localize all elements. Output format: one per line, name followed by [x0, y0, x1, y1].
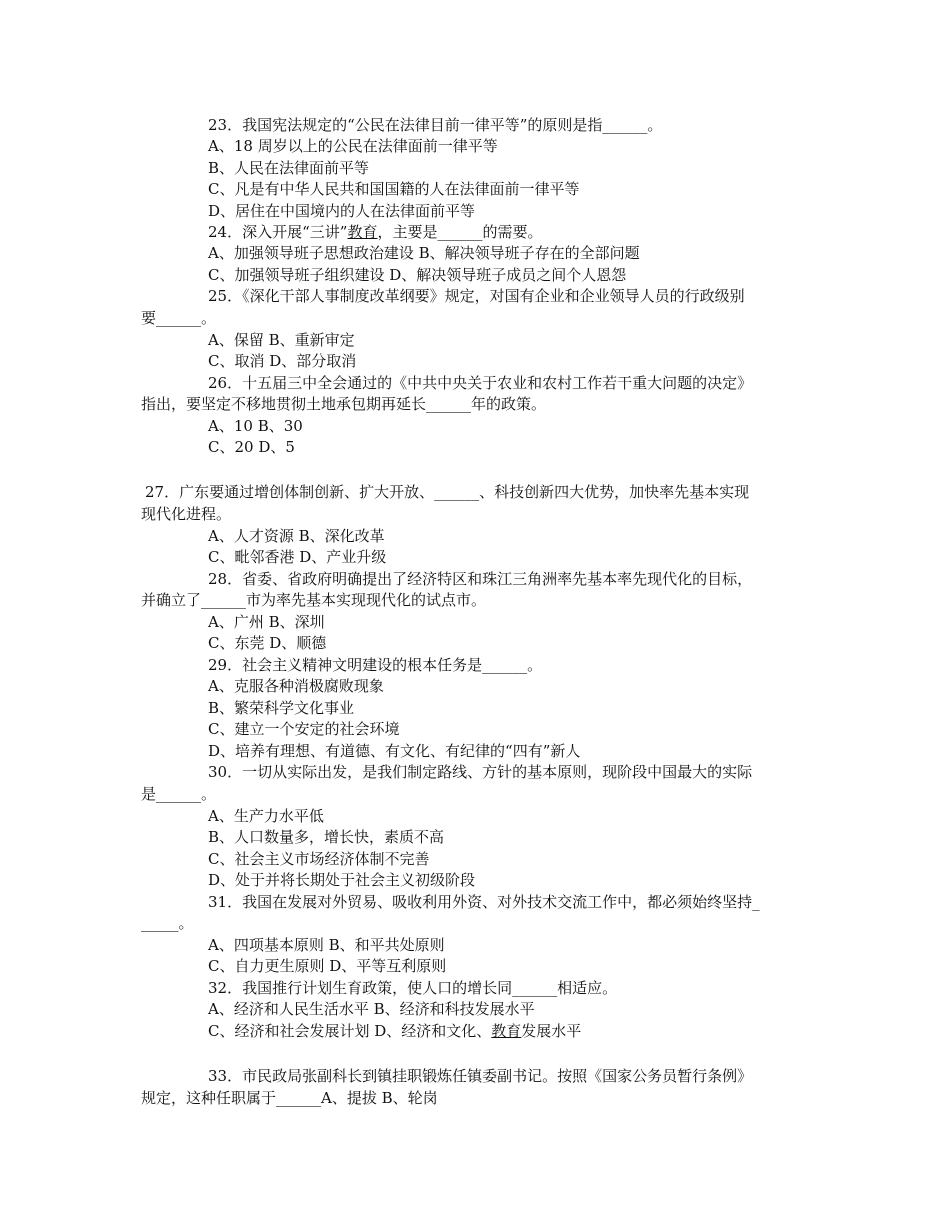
- question-27-options-ab: A、人才资源 B、深化改革: [208, 527, 385, 545]
- question-33-stem: 33．市民政局张副科长到镇挂职锻炼任镇委副书记。按照《国家公务员暂行条例》: [208, 1067, 753, 1085]
- question-23-option-c: C、凡是有中华人民共和国国籍的人在法律面前一律平等: [208, 180, 580, 198]
- question-28-stem: 28．省委、省政府明确提出了经济特区和珠江三角洲率先基本率先现代化的目标，: [208, 570, 753, 588]
- question-27-options-cd: C、毗邻香港 D、产业升级: [208, 548, 387, 566]
- question-23-option-d: D、居住在中国境内的人在法律面前平等: [208, 202, 476, 220]
- question-29-option-d: D、培养有理想、有道德、有文化、有纪律的“四有”新人: [208, 742, 581, 760]
- question-31-options-cd: C、自力更生原则 D、平等互利原则: [208, 957, 447, 975]
- question-30-option-b: B、人口数量多，增长快，素质不高: [208, 828, 445, 846]
- question-29-option-b: B、繁荣科学文化事业: [208, 699, 355, 717]
- question-26-options-ab: A、10 B、30: [208, 417, 303, 435]
- question-28-options-cd: C、东莞 D、顺德: [208, 634, 327, 652]
- question-32-stem: 32．我国推行计划生育政策，使人口的增长同______相适应。: [208, 979, 618, 997]
- question-32-option-part: C、经济和社会发展计划 D、经济和文化、: [208, 1022, 492, 1040]
- question-29-stem: 29．社会主义精神文明建设的根本任务是______。: [208, 656, 543, 674]
- question-28-stem-cont: 并确立了______市为率先基本实现现代化的试点市。: [141, 591, 487, 609]
- question-25-options-cd: C、取消 D、部分取消: [208, 352, 357, 370]
- question-23-option-b: B、人民在法律面前平等: [208, 159, 370, 177]
- question-29-option-c: C、建立一个安定的社会环境: [208, 720, 400, 738]
- question-27-stem-cont: 现代化进程。: [141, 505, 232, 523]
- question-32-option-part: 发展水平: [521, 1022, 582, 1040]
- question-24-options-cd: C、加强领导班子组织建设 D、解决领导班子成员之间个人恩怨: [208, 266, 627, 284]
- question-24-options-ab: A、加强领导班子思想政治建设 B、解决领导班子存在的全部问题: [208, 244, 640, 262]
- question-26-stem: 26．十五届三中全会通过的《中共中央关于农业和农村工作若干重大问题的决定》: [208, 374, 753, 392]
- education-link-text: 教育: [347, 223, 378, 241]
- question-32-options-ab: A、经济和人民生活水平 B、经济和科技发展水平: [208, 1000, 535, 1018]
- question-25-stem-cont: 要______。: [141, 309, 217, 327]
- question-24-stem-part: 24．深入开展“三讲”: [208, 223, 348, 241]
- question-29-option-a: A、克服各种消极腐败现象: [208, 677, 384, 695]
- question-25-options-ab: A、保留 B、重新审定: [208, 331, 355, 349]
- question-24-stem: [208, 222, 542, 243]
- question-32-options-cd: [208, 1021, 581, 1042]
- question-26-options-cd: C、20 D、5: [208, 438, 295, 456]
- question-31-stem-cont: _____。: [141, 914, 194, 932]
- question-31-options-ab: A、四项基本原则 B、和平共处原则: [208, 936, 445, 954]
- question-27-stem: 27．广东要通过增创体制创新、扩大开放、______、科技创新四大优势，加快率先基本实现: [145, 483, 750, 501]
- question-30-option-c: C、社会主义市场经济体制不完善: [208, 850, 430, 868]
- question-25-stem: 25．《深化干部人事制度改革纲要》规定，对国有企业和企业领导人员的行政级别: [208, 287, 745, 305]
- question-33-stem-cont: 规定，这种任职属于______A、提拔 B、轮岗: [141, 1089, 438, 1107]
- question-30-option-d: D、处于并将长期处于社会主义初级阶段: [208, 871, 476, 889]
- question-30-stem-cont: 是______。: [141, 785, 217, 803]
- question-23-option-a: A、18 周岁以上的公民在法律面前一律平等: [208, 137, 498, 155]
- question-30-stem: 30．一切从实际出发，是我们制定路线、方针的基本原则，现阶段中国最大的实际: [208, 763, 753, 781]
- question-24-stem-part: ，主要是______的需要。: [377, 223, 543, 241]
- question-31-stem: 31．我国在发展对外贸易、吸收利用外资、对外技术交流工作中，都必须始终坚持_: [208, 893, 760, 911]
- question-23-stem: 23．我国宪法规定的“公民在法律目前一律平等”的原则是指______。: [208, 116, 663, 134]
- question-28-options-ab: A、广州 B、深圳: [208, 613, 325, 631]
- question-26-stem-cont: 指出，要坚定不移地贯彻土地承包期再延长______年的政策。: [141, 395, 547, 413]
- question-30-option-a: A、生产力水平低: [208, 807, 324, 825]
- education-link-text: 教育: [491, 1022, 522, 1040]
